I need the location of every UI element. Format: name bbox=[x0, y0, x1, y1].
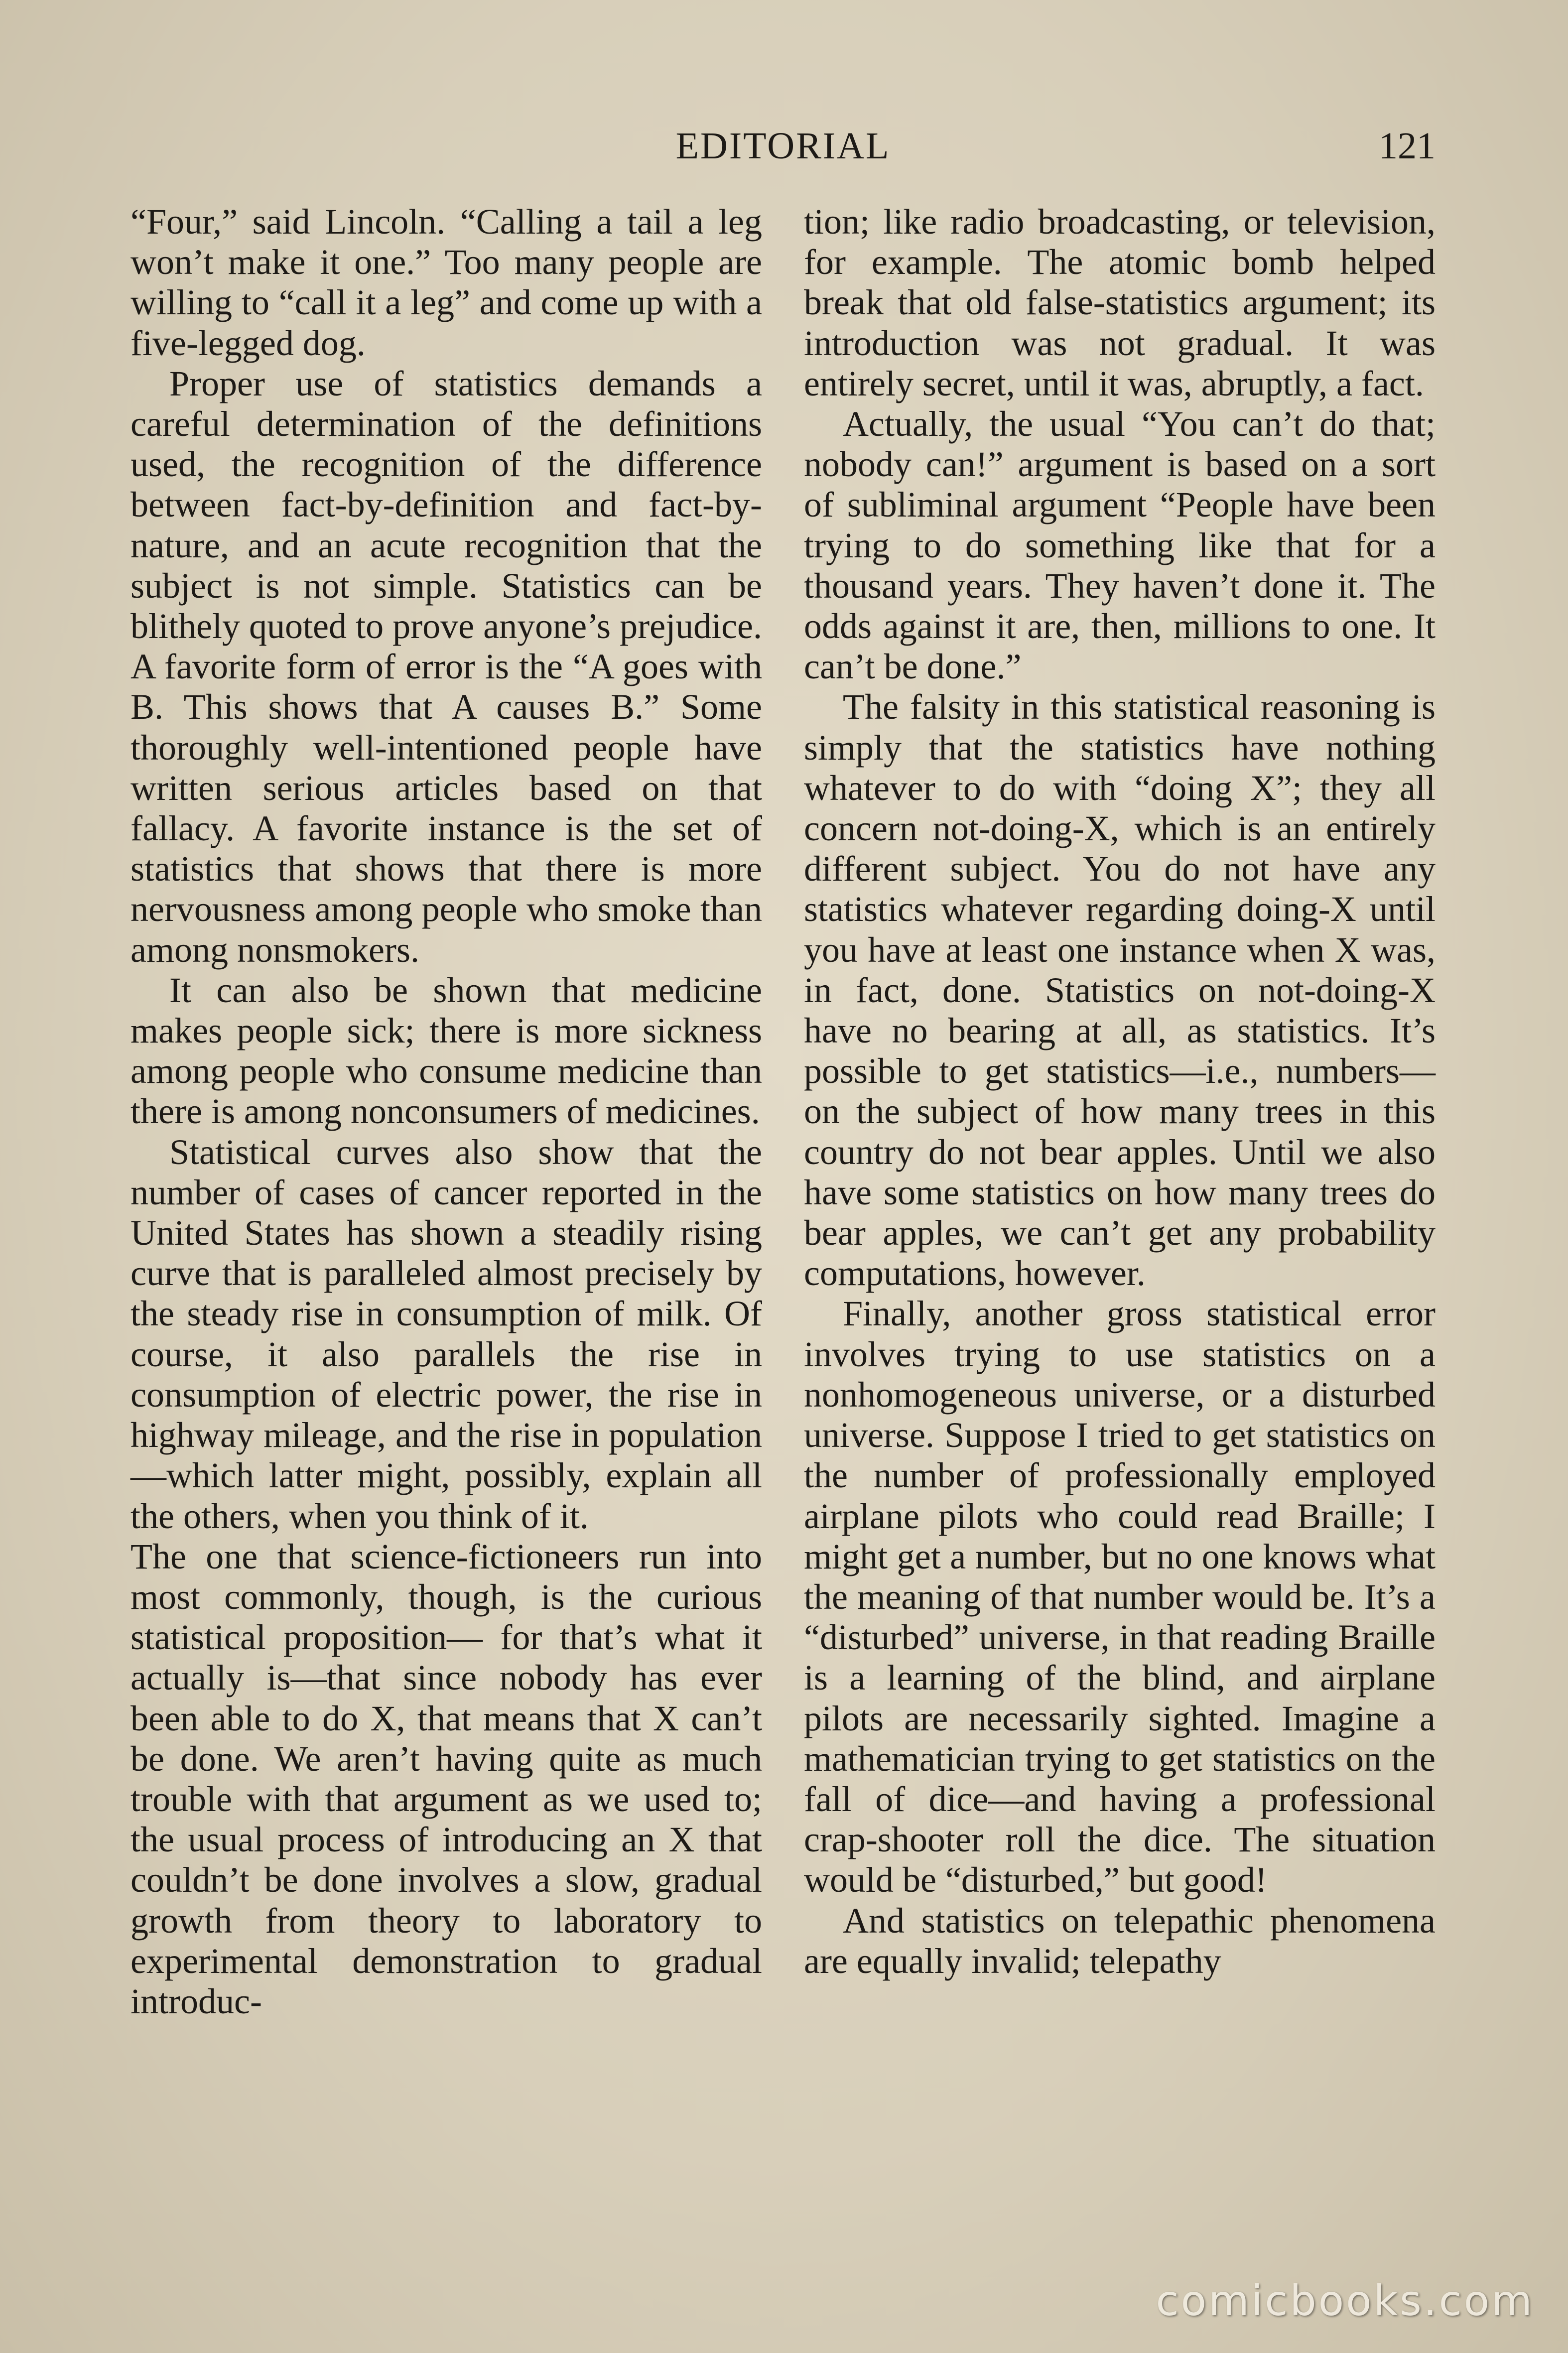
page-number: 121 bbox=[1379, 125, 1436, 167]
paragraph: The one that science-fictioneers run into most commonly, though, is the curious statistical proposition— for that’s what it actually is—that since nobody has ever been able to do X, that means that X can’t be done. We aren’t having quite as much trouble with that argument as we used to; the usual process of introducing an X that couldn’t be done involves a slow, gradual growth from theory to laboratory to experimental demonstration to gradual introduc- bbox=[131, 1536, 762, 2021]
paragraph: “Four,” said Lincoln. “Calling a tail a leg won’t make it one.” Too many people are willing to “call it a leg” and come up with a five-legged dog. bbox=[131, 202, 762, 363]
watermark: comicbooks.com bbox=[1156, 2276, 1534, 2325]
paragraph: tion; like radio broadcasting, or television, for example. The atomic bomb helped break that old false-statistics argument; its introduction was not gradual. It was entirely secret, until it was, abruptly, a fact. bbox=[804, 202, 1436, 403]
paragraph: Proper use of statistics demands a careful determination of the definitions used, the recognition of the difference between fact-by-definition and fact-by-nature, and an acute recognition that the subject is not simple. Statistics can be blithely quoted to prove anyone’s prejudice. A favorite form of error is the “A goes with B. This shows that A causes B.” Some thoroughly well-intentioned people have written serious articles based on that fallacy. A favorite instance is the set of statistics that shows that there is more nervousness among people who smoke than among nonsmokers. bbox=[131, 363, 762, 970]
paragraph: Finally, another gross statistical error involves trying to use statistics on a nonhomogeneous universe, or a disturbed universe. Suppose I tried to get statistics on the number of professionally employed airplane pilots who could read Braille; I might get a number, but no one knows what the meaning of that number would be. It’s a “disturbed” universe, in that reading Braille is a learning of the blind, and airplane pilots are necessarily sighted. Imagine a mathematician trying to get statistics on the fall of dice—and having a professional crap-shooter roll the dice. The situation would be “disturbed,” but good! bbox=[804, 1294, 1436, 1900]
right-column bbox=[804, 202, 1436, 1981]
paragraph: It can also be shown that medicine makes people sick; there is more sickness among people who consume medicine than there is among nonconsumers of medicines. bbox=[131, 970, 762, 1132]
paragraph: And statistics on telepathic phenomena are equally invalid; telepathy bbox=[804, 1900, 1436, 1981]
paragraph: Actually, the usual “You can’t do that; nobody can!” argument is based on a sort of subliminal argument “People have been trying to do something like that for a thousand years. They haven’t done it. The odds against it are, then, millions to one. It can’t be done.” bbox=[804, 404, 1436, 687]
running-header bbox=[131, 125, 1436, 179]
paragraph: The falsity in this statistical reasoning is simply that the statistics have nothing whatever to do with “doing X”; they all concern not-doing-X, which is an entirely different subject. You do not have any statistics whatever regarding doing-X until you have at least one instance when X was, in fact, done. Statistics on not-doing-X have no bearing at all, as statistics. It’s possible to get statistics—i.e., numbers—on the subject of how many trees in this country do not bear apples. Until we also have some statistics on how many trees do bear apples, we can’t get any probability computations, however. bbox=[804, 687, 1436, 1294]
paragraph: Statistical curves also show that the number of cases of cancer reported in the United States has shown a steadily rising curve that is paralleled almost precisely by the steady rise in consumption of milk. Of course, it also parallels the rise in consumption of electric power, the rise in highway mileage, and the rise in population —which latter might, possibly, explain all the others, when you think of it. bbox=[131, 1132, 762, 1536]
section-title: EDITORIAL bbox=[675, 125, 891, 167]
left-column bbox=[131, 202, 762, 2022]
